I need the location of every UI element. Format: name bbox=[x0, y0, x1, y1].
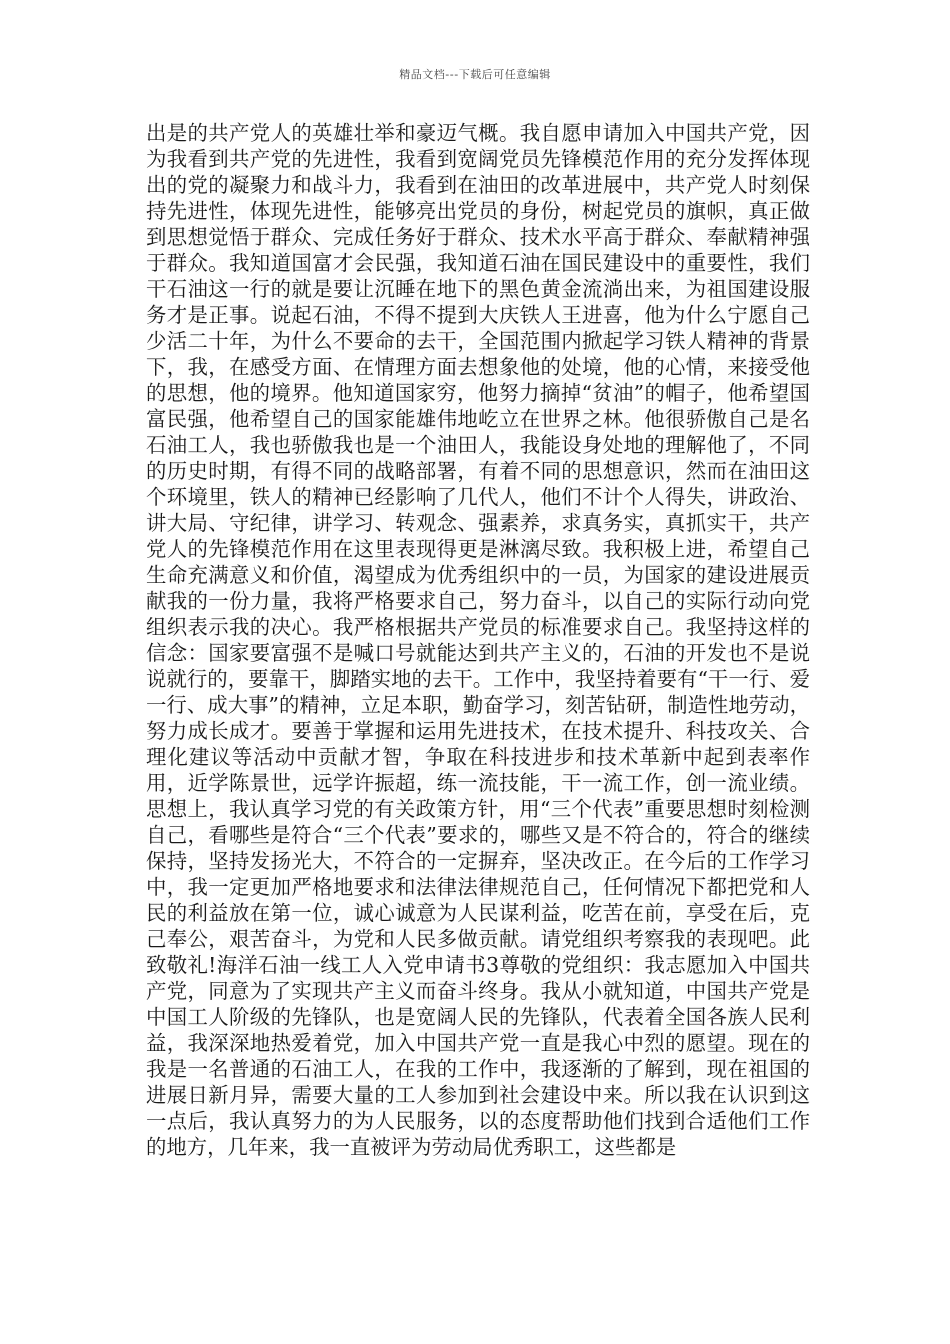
page-header: 精品文档---下载后可任意编辑 bbox=[399, 68, 551, 81]
body-paragraph: 出是的共产党人的英雄壮举和豪迈气概。我自愿申请加入中国共产党，因为我看到共产党的先进性，我看到宽阔党员先锋模范作用的充分发挥体现出的党的凝聚力和战斗力，我看到在油田的改革进展中，共产党人时刻保持先进性，体现先进性，能够亮出党员的身份，树起党员的旗帜，真正做到思想觉悟于群众、完成任务好于群众、技术水平高于群众、奉献精神强于群众。我知道国富才会民强，我知道石油在国民建设中的重要性，我们干石油这一行的就是要让沉睡在地下的黑色黄金流淌出来，为祖国建设服务才是正事。说起石油，不得不提到大庆铁人王进喜，他为什么宁愿自己少活二十年，为什么不要命的去干，全国范围内掀起学习铁人精神的背景下，我，在感受方面、在情理方面去想象他的处境，他的心情，来接受他的思想，他的境界。他知道国家穷，他努力摘掉“贫油”的帽子，他希望国富民强，他希望自己的国家能雄伟地屹立在世界之林。他很骄傲自己是名石油工人，我也骄傲我也是一个油田人，我能设身处地的理解他了，不同的历史时期，有得不同的战略部署，有着不同的思想意识，然而在油田这个环境里，铁人的精神已经影响了几代人，他们不计个人得失，讲政治、讲大局、守纪律，讲学习、转观念、强素养，求真务实，真抓实干，共产党人的先锋模范作用在这里表现得更是淋漓尽致。我积极上进，希望自己生命充满意义和价值，渴望成为优秀组织中的一员，为国家的建设进展贡献我的一份力量，我将严格要求自己，努力奋斗，以自己的实际行动向党组织表示我的决心。我严格根据共产党员的标准要求自己。我坚持这样的信念：国家要富强不是喊口号就能达到共产主义的，石油的开发也不是说说就行的，要靠干，脚踏实地的去干。工作中，我坚持着要有“干一行、爱一行、成大事”的精神，立足本职，勤奋学习，刻苦钻研，制造性地劳动，努力成长成才。要善于掌握和运用先进技术，在技术提升、科技攻关、合理化建议等活动中贡献才智，争取在科技进步和技术革新中起到表率作用，近学陈景世，远学许振超，练一流技能，干一流工作，创一流业绩。思想上，我认真学习党的有关政策方针，用“三个代表”重要思想时刻检测自己，看哪些是符合“三个代表”要求的，哪些又是不符合的，符合的继续保持，坚持发扬光大，不符合的一定摒弃，坚决改正。在今后的工作学习中，我一定更加严格地要求和法律法律规范自己，任何情况下都把党和人民的利益放在第一位，诚心诚意为人民谋利益，吃苦在前，享受在后，克己奉公，艰苦奋斗，为党和人民多做贡献。请党组织考察我的表现吧。此致敬礼!海洋石油一线工人入党申请书3尊敬的党组织：我志愿加入中国共产党，同意为了实现共产主义而奋斗终身。我从小就知道，中国共产党是中国工人阶级的先锋队，也是宽阔人民的先锋队，代表着全国各族人民利益，我深深地热爱着党，加入中国共产党一直是我心中烈的愿望。现在的我是一名普通的石油工人，在我的工作中，我逐渐的了解到，现在祖国的进展日新月异，需要大量的工人参加到社会建设中来。所以我在认识到这一点后，我认真努力的为人民服务，以的态度帮助他们找到合适他们工作的地方，几年来，我一直被评为劳动局优秀职工，这些都是 bbox=[146, 121, 810, 1159]
